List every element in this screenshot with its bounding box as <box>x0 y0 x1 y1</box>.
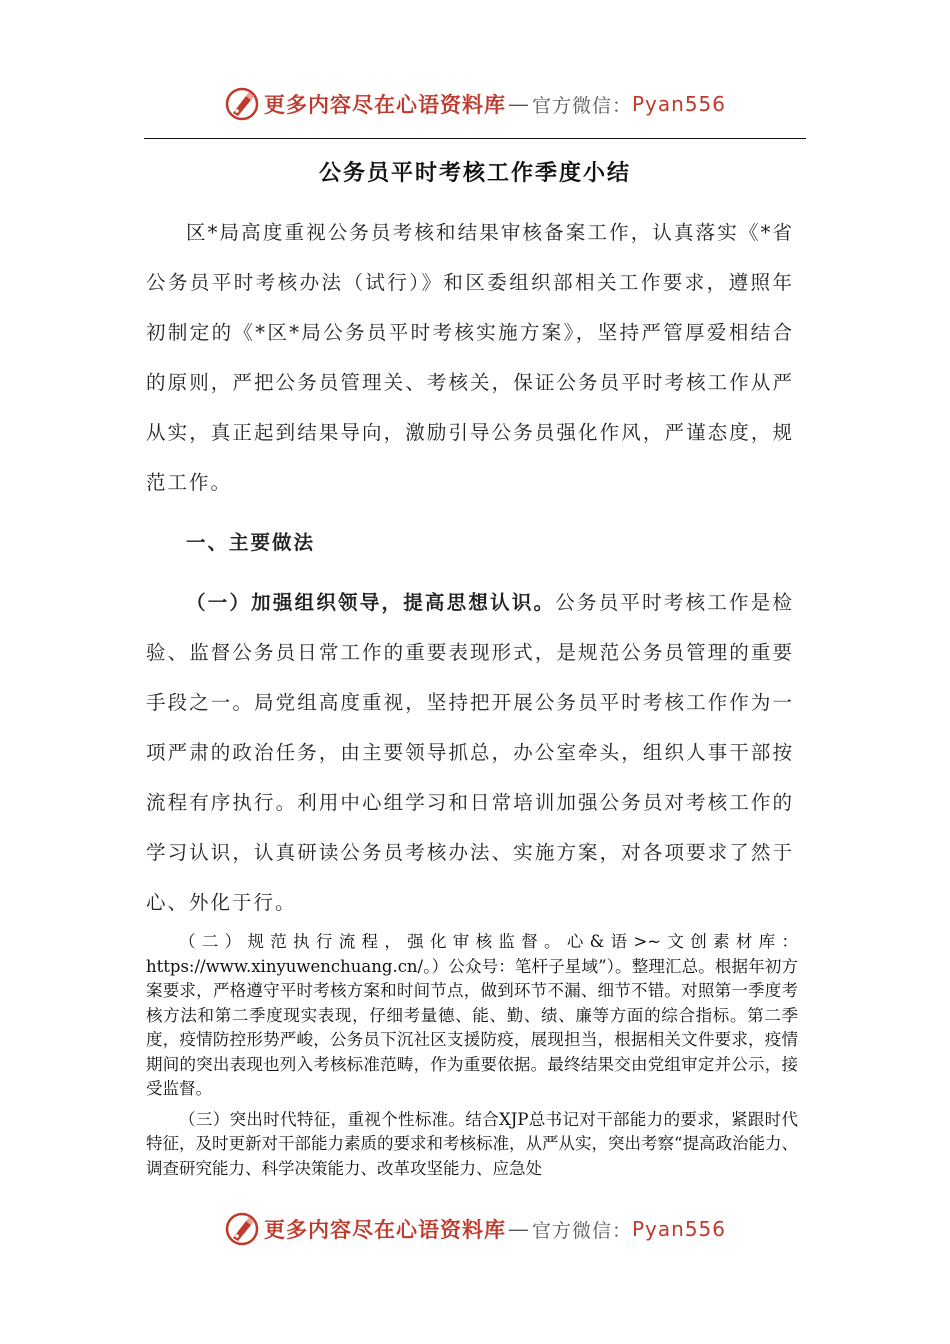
item-1-body: 公务员平时考核工作是检验、监督公务员日常工作的重要表现形式，是规范公务员管理的重要手段之一。局党组高度重视，坚持把开展公务员平时考核工作作为一项严肃的政治任务，由主要领导抓总，办公室牵头，组织人事干部按流程有序执行。利用中心组学习和日常培训加强公务员对考核工作的学习认识，认真研读公务员考核办法、实施方案，对各项要求了然于心、外化于行。 <box>146 591 794 914</box>
document-title: 公务员平时考核工作季度小结 <box>318 160 631 186</box>
item-3-paragraph: （三）突出时代特征，重视个性标准。结合XJP总书记对干部能力的要求，紧跟时代特征，及时更新对干部能力素质的要求和考核标准，从严从实，突出考察“提高政治能力、调查研究能力、科学决策能力、改革攻坚能力、应急处 <box>146 1109 798 1178</box>
footer-slogan: 更多内容尽在心语资料库 <box>263 1217 506 1242</box>
section-heading: 一、主要做法 <box>186 531 316 554</box>
pen-nib-logo-icon <box>224 86 260 122</box>
footer-separator: — <box>507 1217 530 1241</box>
item-1-lead: （一）加强组织领导，提高思想认识。 <box>186 591 556 614</box>
footer-wechat-id: Pyan556 <box>632 1217 727 1241</box>
item-2-paragraph: （二）规范执行流程，强化审核监督。心&语>~文创素材库：https://www.xinyuwenchuang.cn/。）公众号：笔杆子星域”）。整理汇总。根据年初方案要求，严格遵守平时考核方案和时间节点，做到环节不漏、细节不错。对照第一季度考核方法和第二季度现实表现，仔细考量德、能、勤、绩、廉等方面的综合指标。第二季度，疫情防控形势严峻，公务员下沉社区支援防疫，展现担当，根据相关文件要求，疫情期间的突出表现也列入考核标准范畴，作为重要依据。最终结果交由党组审定并公示，接受监督。 <box>146 932 798 1098</box>
pen-nib-logo-icon <box>224 1211 260 1247</box>
header-wechat-label: 官方微信： <box>531 94 632 117</box>
intro-paragraph: 区*局高度重视公务员考核和结果审核备案工作，认真落实《*省公务员平时考核办法（试行）》和区委组织部相关工作要求，遵照年初制定的《*区*局公务员平时考核实施方案》，坚持严管厚爱相结合的原则，严把公务员管理关、考核关，保证公务员平时考核工作从严从实，真正起到结果导向，激励引导公务员强化作风，严谨态度，规范工作。 <box>146 221 794 494</box>
header-rule <box>144 138 806 139</box>
header-slogan: 更多内容尽在心语资料库 <box>263 92 506 117</box>
item-1-paragraph <box>146 578 794 928</box>
footer-wechat-label: 官方微信： <box>531 1219 632 1242</box>
header-wechat-id: Pyan556 <box>632 92 727 116</box>
footer-watermark <box>0 1207 950 1251</box>
header-separator: — <box>507 92 530 116</box>
document-body-compact <box>146 930 798 1187</box>
header-watermark <box>0 82 950 126</box>
document-body-main <box>146 208 794 928</box>
